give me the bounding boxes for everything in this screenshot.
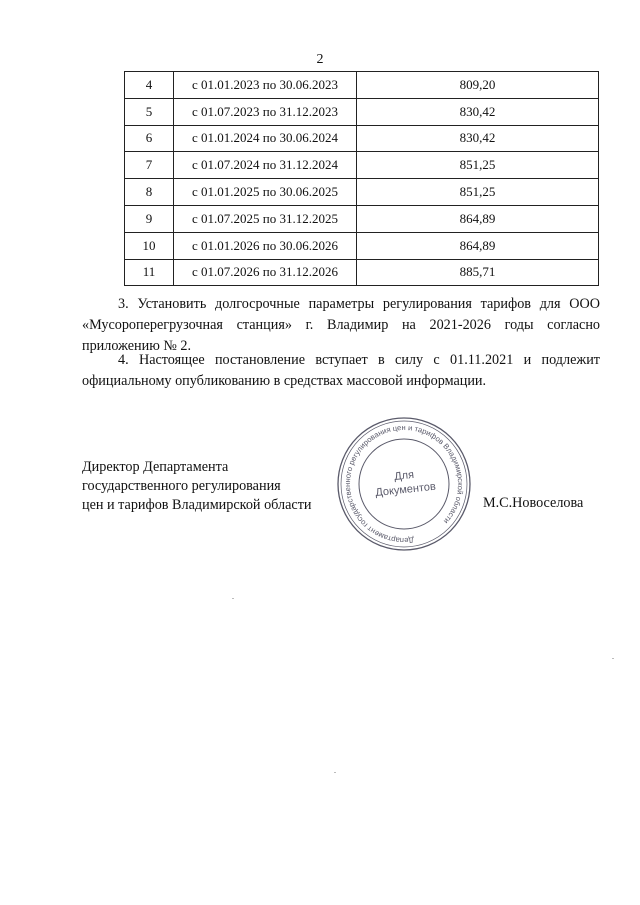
tariff-table-body	[125, 72, 599, 286]
table-row	[125, 205, 599, 232]
tariff-value-cell: 885,71	[357, 259, 599, 286]
stamp-ring-text: Департамент государственного регулирования цен и тарифов Владимирской области	[342, 422, 466, 546]
tariff-value-cell: 830,42	[357, 98, 599, 125]
row-number-cell: 6	[125, 125, 174, 152]
paragraph-3-text: 3. Установить долгосрочные параметры регулирования тарифов для ООО «Мусороперегрузочная станция» г. Владимир на 2021-2026 годы согласно приложению № 2.	[82, 296, 600, 354]
official-stamp	[336, 416, 472, 552]
table-row	[125, 259, 599, 286]
row-number-cell: 9	[125, 205, 174, 232]
stamp-center-line-2: Документов	[374, 480, 437, 499]
period-cell: с 01.01.2023 по 30.06.2023	[174, 72, 357, 99]
row-number-cell: 8	[125, 179, 174, 206]
period-cell: с 01.07.2024 по 31.12.2024	[174, 152, 357, 179]
table-row	[125, 232, 599, 259]
tariff-value-cell: 864,89	[357, 232, 599, 259]
table-row	[125, 72, 599, 99]
table-row	[125, 179, 599, 206]
paragraph-3	[82, 294, 600, 357]
period-cell: с 01.01.2026 по 30.06.2026	[174, 232, 357, 259]
period-cell: с 01.07.2025 по 31.12.2025	[174, 205, 357, 232]
scan-speck	[612, 658, 614, 659]
signer-name: М.С.Новоселова	[483, 495, 584, 511]
tariff-value-cell: 830,42	[357, 125, 599, 152]
table-row	[125, 125, 599, 152]
table-row	[125, 98, 599, 125]
table-row	[125, 152, 599, 179]
signature-title-line-3: цен и тарифов Владимирской области	[82, 497, 312, 513]
row-number-cell: 11	[125, 259, 174, 286]
row-number-cell: 10	[125, 232, 174, 259]
period-cell: с 01.01.2024 по 30.06.2024	[174, 125, 357, 152]
paragraph-4-text: 4. Настоящее постановление вступает в силу с 01.11.2021 и подлежит официальному опубликованию в средствах массовой информации.	[82, 352, 600, 389]
row-number-cell: 5	[125, 98, 174, 125]
period-cell: с 01.07.2023 по 31.12.2023	[174, 98, 357, 125]
tariff-table	[124, 71, 599, 286]
tariff-value-cell: 851,25	[357, 152, 599, 179]
tariff-value-cell: 864,89	[357, 205, 599, 232]
row-number-cell: 4	[125, 72, 174, 99]
period-cell: с 01.01.2025 по 30.06.2025	[174, 179, 357, 206]
row-number-cell: 7	[125, 152, 174, 179]
page-number: 2	[316, 52, 324, 67]
signature-title-line-2: государственного регулирования	[82, 478, 281, 494]
tariff-value-cell: 851,25	[357, 179, 599, 206]
stamp-center-line-1: Для	[393, 468, 415, 483]
tariff-value-cell: 809,20	[357, 72, 599, 99]
paragraph-4	[82, 350, 600, 392]
scan-speck	[232, 598, 234, 599]
period-cell: с 01.07.2026 по 31.12.2026	[174, 259, 357, 286]
scan-speck	[334, 772, 336, 773]
signature-title	[82, 458, 312, 515]
signature-title-line-1: Директор Департамента	[82, 459, 229, 475]
